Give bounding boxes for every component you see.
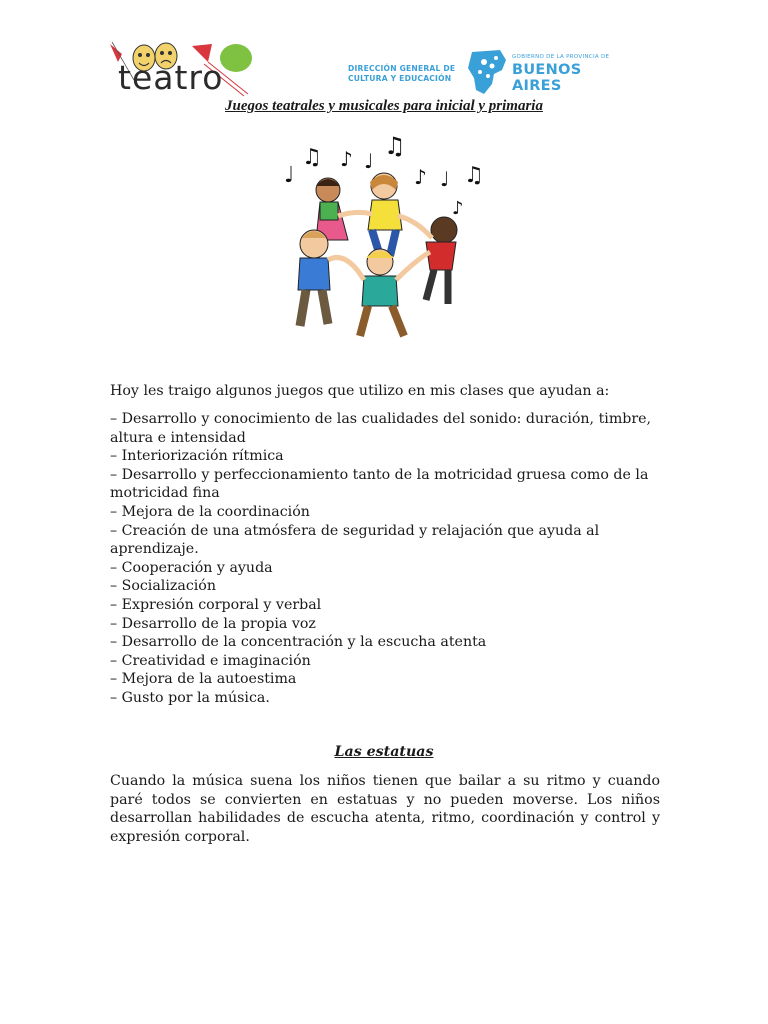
teatro-logo <box>108 40 258 98</box>
gov-province-name: BUENOS AIRES <box>512 62 582 94</box>
svg-text:♩: ♩ <box>440 167 450 191</box>
benefits-list <box>110 410 660 708</box>
list-item: – Gusto por la música. <box>110 689 270 706</box>
government-logo <box>346 48 626 96</box>
list-item: – Expresión corporal y verbal <box>110 596 322 613</box>
page-title: Juegos teatrales y musicales para inicial y primaria <box>225 98 543 114</box>
list-item: – Mejora de la coordinación <box>110 503 310 520</box>
svg-text:♫: ♫ <box>384 132 406 160</box>
list-item: – Interiorización rítmica <box>110 448 284 465</box>
section-paragraph: Cuando la música suena los niños tienen que bailar a su ritmo y cuando paré todos se convierten en estatuas y no pueden moverse. Los niños desarrollan habilidades de escucha atenta, ritmo, coordinación y control y expresión corporal. <box>110 773 660 845</box>
svg-text:♪: ♪ <box>340 147 353 171</box>
svg-text:♪: ♪ <box>452 198 464 219</box>
children-dancing-illustration <box>276 130 492 344</box>
list-item: – Socialización <box>110 578 216 595</box>
gov-province-small: GOBIERNO DE LA PROVINCIA DE <box>512 54 610 60</box>
list-item: – Creación de una atmósfera de seguridad y relajación que ayuda al aprendizaje. <box>110 522 600 558</box>
intro-text: Hoy les traigo algunos juegos que utilizo en mis clases que ayudan a: <box>110 383 610 399</box>
section-heading: Las estatuas <box>334 744 434 760</box>
svg-text:♫: ♫ <box>464 163 484 188</box>
list-item: – Creatividad e imaginación <box>110 652 311 669</box>
teatro-logo-text: teatro <box>118 58 224 97</box>
list-item: – Desarrollo de la concentración y la escucha atenta <box>110 634 487 651</box>
list-item: – Mejora de la autoestima <box>110 671 297 688</box>
list-item: – Desarrollo de la propia voz <box>110 615 316 632</box>
svg-text:♪: ♪ <box>414 165 427 189</box>
list-item: – Desarrollo y conocimiento de las cualidades del sonido: duración, timbre, altura e intensidad <box>110 411 652 446</box>
province-map-icon <box>466 48 510 96</box>
svg-text:♩: ♩ <box>284 163 295 188</box>
gov-department-text: DIRECCIÓN GENERAL DE CULTURA Y EDUCACIÓN <box>348 64 456 83</box>
list-item: – Cooperación y ayuda <box>110 559 273 576</box>
list-item: – Desarrollo y perfeccionamiento tanto de la motricidad gruesa como de la motricidad fina <box>110 466 649 502</box>
svg-text:♫: ♫ <box>302 145 322 170</box>
svg-text:♩: ♩ <box>364 149 374 173</box>
